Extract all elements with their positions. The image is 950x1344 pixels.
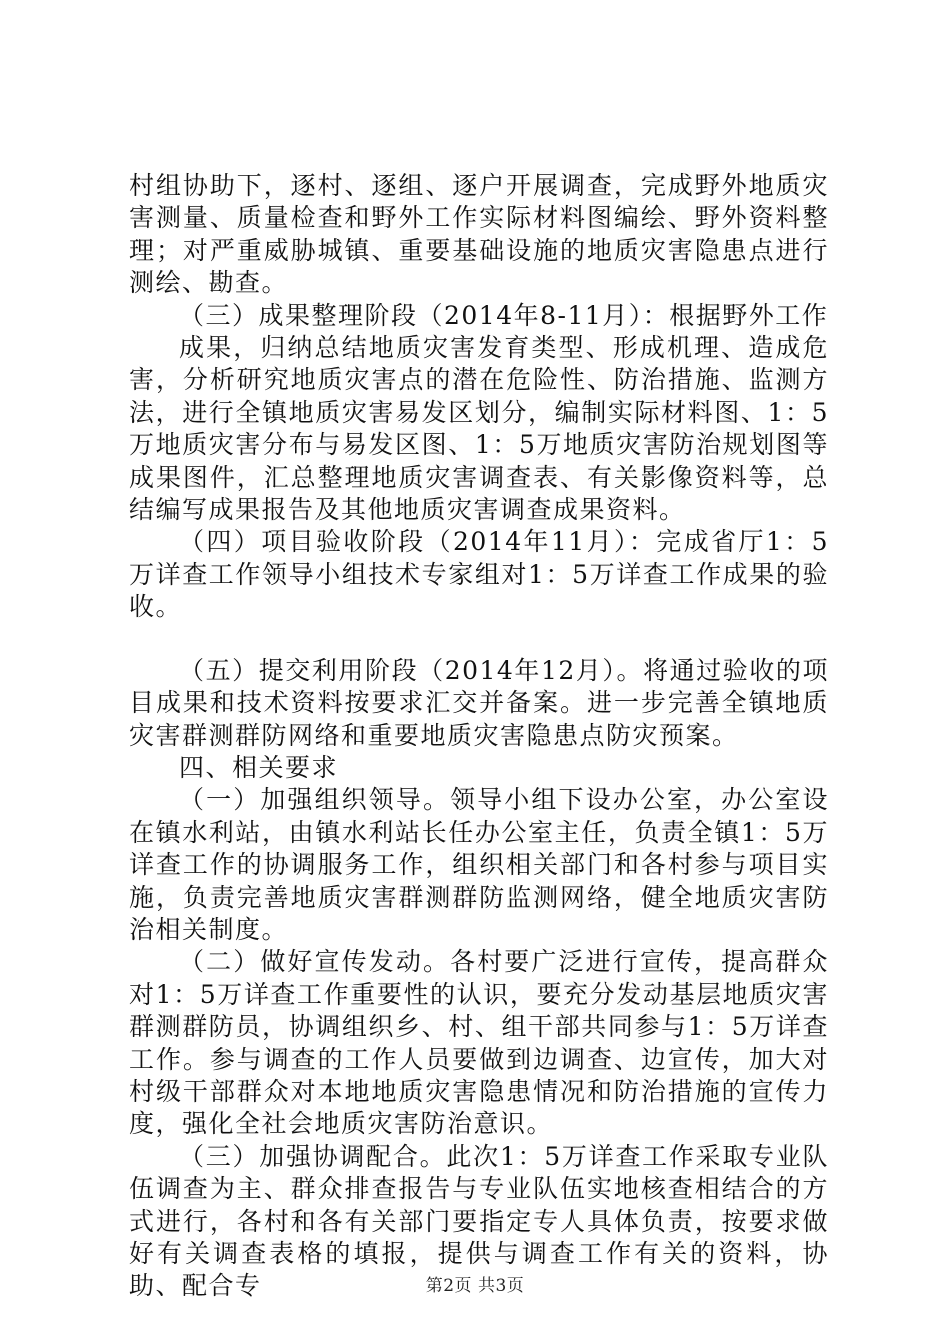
paragraph-requirement-three: （三）加强协调配合。此次1：5万详查工作采取专业队伍调查为主、群众排查报告与专业队伍实地核查相结合的方式进行，各村和各有关部门要指定专人具体负责，按要求做好有关调查表格的填报，提供与调查工作有关的资料，协助、配合专 xyxy=(129,1141,829,1301)
document-body xyxy=(129,170,829,1303)
paragraph-requirement-one: （一）加强组织领导。领导小组下设办公室，办公室设在镇水利站，由镇水利站长任办公室主任，负责全镇1：5万详查工作的协调服务工作，组织相关部门和各村参与项目实施，负责完善地质灾害群测群防监测网络，健全地质灾害防治相关制度。 xyxy=(129,785,829,944)
paragraph-requirement-two: （二）做好宣传发动。各村要广泛进行宣传，提高群众对1：5万详查工作重要性的认识，要充分发动基层地质灾害群测群防员，协调组织乡、村、组干部共同参与1：5万详查工作。参与调查的工作人员要做到边调查、边宣传，加大对村级干部群众对本地地质灾害隐患情况和防治措施的宣传力度，强化全社会地质灾害防治意识。 xyxy=(129,947,829,1139)
section-heading-requirements: 四、相关要求 xyxy=(179,752,339,782)
paragraph-phase-three-heading: （三）成果整理阶段（2014年8-11月）：根据野外工作 xyxy=(179,300,829,330)
paragraph-gap xyxy=(129,624,829,655)
paragraph-phase-three-body: 成果，归纳总结地质灾害发育类型、形成机理、造成危害，分析研究地质灾害点的潜在危险性、防治措施、监测方法，进行全镇地质灾害易发区划分，编制实际材料图、1：5万地质灾害分布与易发区图、1：5万地质灾害防治规划图等成果图件，汇总整理地质灾害调查表、有关影像资料等，总结编写成果报告及其他地质灾害调查成果资料。 xyxy=(129,333,829,525)
paragraph-phase-five: （五）提交利用阶段（2014年12月）。将通过验收的项目成果和技术资料按要求汇交并备案。进一步完善全镇地质灾害群测群防网络和重要地质灾害隐患点防灾预案。 xyxy=(129,655,829,750)
paragraph-phase-four: （四）项目验收阶段（2014年11月）：完成省厅1：5万详查工作领导小组技术专家组对1：5万详查工作成果的验收。 xyxy=(129,527,829,622)
paragraph-continuation: 村组协助下，逐村、逐组、逐户开展调查，完成野外地质灾害测量、质量检查和野外工作实际材料图编绘、野外资料整理；对严重威胁城镇、重要基础设施的地质灾害隐患点进行测绘、勘查。 xyxy=(129,171,829,298)
page-footer: 第2页 共3页 xyxy=(425,1276,525,1296)
